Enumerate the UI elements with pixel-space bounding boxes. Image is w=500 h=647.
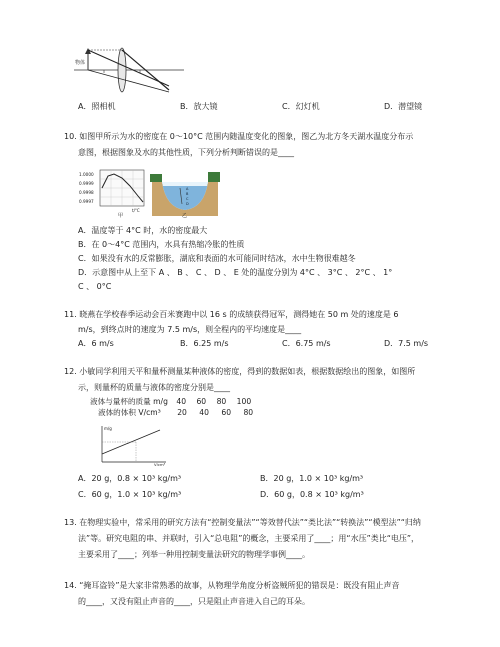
svg-text:A: A: [186, 187, 189, 191]
table-row: [90, 407, 253, 418]
q11-stem-line1: 11. 晓燕在学校春季运动会百米赛跑中以 16 s 的成绩获得冠军，测得她在 50 m 处的速度是 6: [64, 310, 399, 319]
q12-stem-line1: 12. 小敏同学利用天平和量杯测量某种液体的密度，得到的数据如表，根据数据绘出的图象，如图所: [64, 367, 416, 376]
q12-stem-line2: 示，则量杯的质量与液体的密度分别是____: [78, 383, 230, 392]
q12-option-d: D．60 g，0.8 × 10³ kg/m³: [260, 490, 364, 499]
tick-label: 1.0000: [79, 172, 94, 177]
tick-label: 0.9997: [79, 199, 94, 204]
data-table: [90, 396, 253, 418]
mass-volume-graph: [96, 424, 168, 466]
table-cell: 20: [177, 408, 187, 417]
table-row: [90, 396, 253, 407]
q10-option-d-cont: C 、 0°C: [78, 282, 112, 291]
q11-option-a: A．6 m/s: [78, 339, 114, 348]
svg-text:C: C: [186, 197, 189, 201]
q13-stem-line3: 主要采用了____；列举一种用控制变量法研究的物理学事例____。: [78, 550, 310, 559]
lake-caption: 乙: [182, 213, 188, 218]
tick-label: 0.9998: [79, 190, 94, 195]
table-cell: 100: [236, 397, 252, 406]
table-cell: 60: [196, 397, 207, 406]
q10-stem-line2: 意图，根据图象及水的其他性质，下列分析判断错误的是____: [78, 148, 294, 157]
table-row-label: 液体与量杯的质量 m/g: [90, 397, 168, 406]
q12-option-a: A．20 g，0.8 × 10³ kg/m³: [78, 474, 182, 483]
lens-diagram: [74, 42, 184, 94]
q10-option-c: C．如果没有水的反常膨胀，湖底和表面的水可能同时结冰，水中生物很难越冬: [78, 254, 356, 263]
tick-label: 0.9999: [79, 181, 94, 186]
q11-option-b: B．6.25 m/s: [180, 339, 229, 348]
svg-text:B: B: [186, 192, 189, 196]
q9-option-a: A．照相机: [78, 102, 116, 111]
q10-option-a: A．温度等于 4°C 时，水的密度最大: [78, 226, 208, 235]
x-axis-label: V/cm³: [154, 462, 166, 466]
table-cell: 60: [221, 408, 232, 417]
q9-option-c: C．幻灯机: [282, 102, 320, 111]
q9-option-b: B．放大镜: [180, 102, 218, 111]
q9-option-d: D．潜望镜: [384, 102, 423, 111]
table-row-label: 液体的体积 V/cm³: [98, 408, 161, 417]
q12-option-c: C．60 g，1.0 × 10³ kg/m³: [78, 490, 182, 499]
q13-stem-line1: 13. 在物理实验中，常采用的研究方法有“控制变量法”“等效替代法”“类比法”“转换法”“模型法”“归纳: [64, 518, 421, 527]
x-axis-label: t/°C: [132, 208, 140, 213]
table-cell: 80: [216, 397, 227, 406]
lake-diagram: [148, 166, 222, 218]
chart-caption: 甲: [118, 213, 124, 218]
q13-stem-line2: 法”等。研究电阻的串、并联时，引入“总电阻”的概念，主要采用了____；用“水压”类比“电压”，: [78, 534, 420, 543]
q14-stem-line2: 的____，又没有阻止声音的____，只是阻止声音进入自己的耳朵。: [78, 597, 310, 606]
q10-option-d: D．示意图中从上至下 A 、 B 、 C 、 D 、 E 处的温度分别为 4°C 、 3°C 、 2°C 、 1°: [78, 268, 393, 277]
density-chart: [78, 168, 148, 218]
q12-option-b: B．20 g，1.0 × 10³ kg/m³: [260, 474, 364, 483]
q10-stem-line1: 10. 如图甲所示为水的密度在 0～10°C 范围内随温度变化的图象，图乙为北方冬天湖水温度分布示: [64, 132, 414, 141]
q11-stem-line2: m/s，到终点时的速度为 7.5 m/s，则全程内的平均速度是____: [78, 325, 302, 334]
q11-option-c: C．6.75 m/s: [282, 339, 331, 348]
q11-option-d: D．7.5 m/s: [384, 339, 429, 348]
table-cell: 40: [199, 408, 209, 417]
q10-option-b: B．在 0～4°C 范围内，水具有热缩冷胀的性质: [78, 240, 245, 249]
q14-stem-line1: 14. “掩耳盗铃”是大家非常熟悉的故事，从物理学角度分析盗贼所犯的错误是：既没有阻止声音: [64, 581, 400, 590]
object-label: 物体: [75, 60, 86, 66]
y-axis-label: m/g: [104, 426, 112, 431]
table-cell: 40: [176, 397, 187, 406]
svg-text:D: D: [186, 202, 189, 206]
table-cell: 80: [243, 408, 254, 417]
